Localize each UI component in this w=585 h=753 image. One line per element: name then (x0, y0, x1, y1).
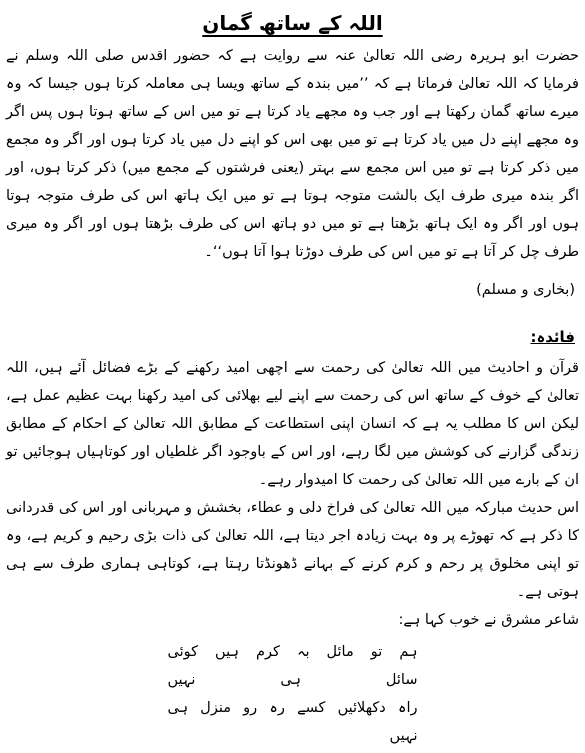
hadith-reference: (بخاری و مسلم) (476, 282, 575, 298)
hadith-paragraph: حضرت ابو ہریرہ رضی اللہ تعالیٰ عنہ سے روایت ہے کہ حضور اقدس صلی اللہ وسلم نے فرمایا کہ اللہ تعالیٰ فرماتا ہے کہ ’’میں بندہ کے ساتھ ویسا ہی معاملہ کرتا ہوں جیسا کہ وہ میرے ساتھ گمان رکھتا ہے اور جب وہ مجھے یاد کرتا ہے تو میں اس کے ساتھ ہوتا ہوں پس اگر وہ مجھے اپنے دل میں یاد کرتا ہے تو میں بھی اس کو اپنے دل میں یاد کرتا ہوں اور اگر وہ مجمع میں ذکر کرتا ہے تو میں اس مجمع سے بہتر (یعنی فرشتوں کے مجمع میں) ذکر کرتا ہوں، اور اگر بندہ میری طرف ایک بالشت متوجہ ہوتا ہے تو میں ایک ہاتھ اس کی طرف متوجہ ہوتا ہوں اور اگر وہ ایک ہاتھ بڑھتا ہے تو میں دو ہاتھ اس کی طرف بڑھتا ہوں اور اگر وہ میری طرف چل کر آتا ہے تو میں اس کی طرف دوڑتا ہوا آتا ہوں‘‘۔ (6, 48, 579, 260)
poem-line-2: راہ دکھلائیں کسے رہ رو منزل ہی نہیں (167, 700, 418, 744)
benefit-paragraph: قرآن و احادیث میں اللہ تعالیٰ کی رحمت سے اچھی امید رکھنے کے بڑے فضائل آئے ہیں، اللہ تعالیٰ کے خوف کے ساتھ اس کی رحمت سے اپنے لیے بھلائی کی امید رکھنا بہت عظیم عمل ہے، لیکن اس کا مطلب یہ ہے کہ انسان اپنی استطاعت کے مطابق اللہ تعالیٰ کے احکام کے مطابق زندگی گزارنے کی کوشش میں لگا رہے، اور اس کے باوجود اگر غلطیاں اور کوتاہیاں ہوجائیں تو ان کے بارے میں اللہ تعالیٰ کی رحمت کا امیدوار رہے۔ (6, 360, 579, 488)
poetry-block (6, 638, 579, 750)
poet-intro: شاعر مشرق نے خوب کہا ہے: (398, 612, 579, 628)
title-container (6, 6, 579, 42)
benefit-heading: فائدہ: (530, 328, 575, 346)
page-title: اللہ کے ساتھ گمان (202, 11, 383, 35)
benefit-paragraph-2: اس حدیث مبارکہ میں اللہ تعالیٰ کی فراخ دلی و عطاء، بخشش و مہربانی اور اس کی قدردانی کا ذکر ہے کہ تھوڑے پر وہ بہت زیادہ اجر دیتا ہے، اللہ تعالیٰ کی ذات بڑی رحیم و کریم ہے، وہ تو اپنی مخلوق پر رحم و کرم کرنے کے بہانے ڈھونڈتا رہتا ہے، کوتاہی ہماری طرف سے ہی ہوتی ہے۔ (6, 500, 579, 600)
poem-line-1: ہم تو مائل بہ کرم ہیں کوئی سائل ہی نہیں (167, 644, 418, 688)
